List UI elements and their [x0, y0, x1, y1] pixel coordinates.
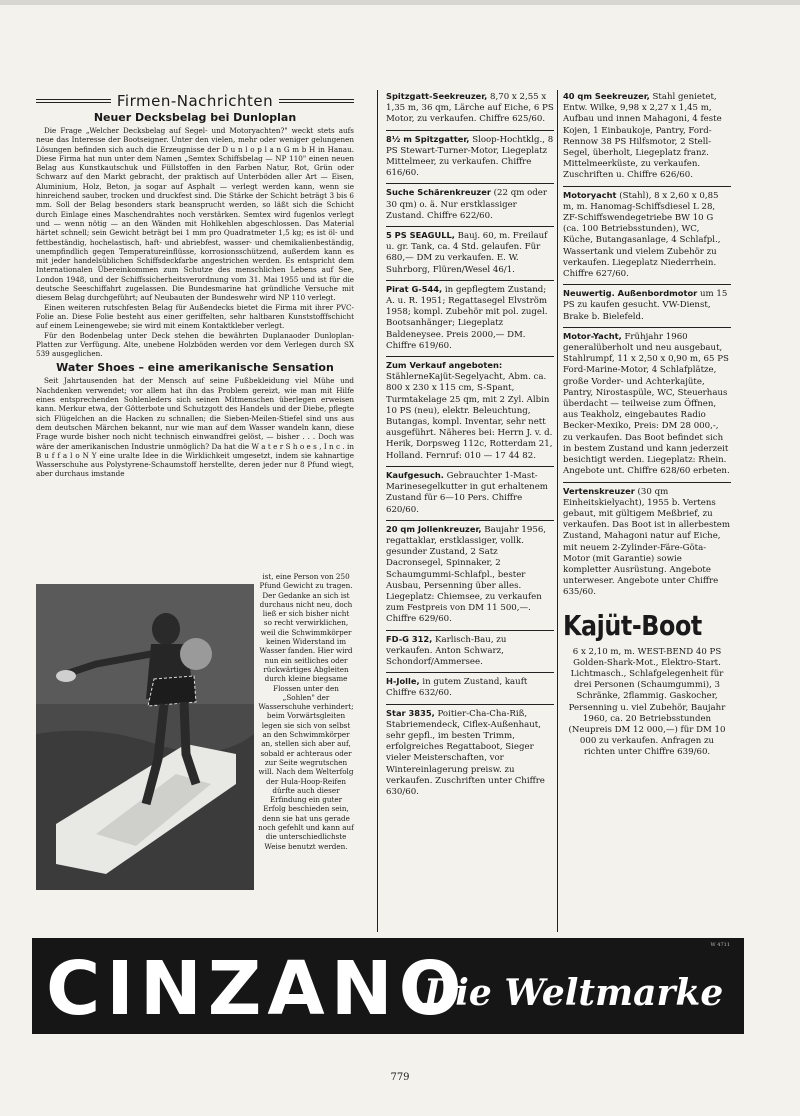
- classified-ad-text: StählerneKajüt-Segelyacht, Abm. ca. 800 x 230 x 115 cm, S-Spant, Turmtakelage 25 qm, mit 2 Zyl. Albin 10 PS (neu), elektr. Beleuchtung, Butangas, kompl. Inventar, sehr nett ausgeführt. Näheres bei: Herrn J. v. d. Herik, Dorpsweg 112c, Rotterdam 21, Holland. Fernruf: 010 — 17 44 82.: [386, 372, 553, 461]
- cinzano-advertisement: [32, 938, 744, 1034]
- classified-ad-text: Sloop-Hochtklg., 8 PS Stewart-Turner-Motor, Liegeplatz Mittelmeer, zu verkaufen. Chiffre 616/60.: [386, 134, 554, 179]
- header-rule-right: [279, 99, 354, 103]
- classified-ad-heading: 8½ m Spitzgatter,: [386, 133, 470, 144]
- classified-ad-heading: Neuwertig. Außenbordmotor: [563, 288, 698, 299]
- article1-body: [36, 126, 354, 358]
- classified-ad-text: (Stahl), 8 x 2,60 x 0,85 m, m. Hanomag-Schiffsdiesel L 28, ZF-Schiffswendegetriebe BW 10 G (ca. 100 Betriebsstunden), WC, Küche, Butangasanlage, 4 Schlafpl., Wassertank und vielem Zubehör zu verkaufen. Liegeplatz Niederrhein. Chiffre 627/60.: [563, 190, 721, 280]
- brand-tagline: Die Weltmarke: [424, 972, 724, 1014]
- classified-ad-heading: Suche Schärenkreuzer: [386, 187, 491, 198]
- classified-ad: [563, 187, 731, 286]
- classified-ad-text: (22 qm oder 30 qm) o. ä. Nur erstklassiger Zustand. Chiffre 622/60.: [386, 188, 547, 221]
- top-edge-line: [0, 0, 800, 5]
- classified-ad-text: Stahl genietet, Entw. Wilke, 9,98 x 2,27 x 1,45 m, Aufbau und innen Mahagoni, 4 feste Kojen, 1 Einbaukoje, Pantry, Ford-Rennow 38 PS Hilfsmotor, 2 Stell-Segel, überholt, Liegeplatz franz. Mittelmeerküste, zu verkaufen. Zuschriften u. Chiffre 626/60.: [563, 92, 722, 181]
- classified-ad-text: Frühjahr 1960 generalüberholt und neu ausgebaut, Stahlrumpf, 11 x 2,50 x 0,90 m, 65 PS Ford-Marine-Motor, 4 Schlafplätze, große Vorder- und Achterkajüte, Pantry, Nirostaspüle, WC, Steuerhaus überdacht — teilweise zum Öffnen, aus Teakholz, eingebautes Radio Becker-Mexiko, Preis: DM 28 000,-, zu verkaufen. Das Boot befindet sich in bestem Zustand und kann jederzeit besichtigt werden. Liegeplatz: Rhein. Angebote unt. Chiffre 628/60 erbeten.: [563, 331, 730, 477]
- classified-ad: [386, 673, 554, 704]
- water-shoes-photo: [36, 584, 254, 890]
- classified-ad-text: um 15 PS zu kaufen gesucht. VW-Dienst, Brake b. Bielefeld.: [563, 289, 728, 322]
- classified-ad-heading: Kaufgesuch.: [386, 469, 444, 480]
- article2-side-text: ist, eine Person von 250 Pfund Gewicht zu tragen. Der Gedanke an sich ist durchaus nicht neu, doch ließ er sich bisher nicht so recht verwirklichen, weil die Schwimmkörper keinen Widerstand im Wasser fanden. Hier wird nun ein seitliches oder rückwärtiges Abgleiten durch kleine biegsame Flossen unter den „Sohlen" der Wasserschuhe verhindert; beim Vorwärtsgleiten legen sie sich von selbst an den Schwimmkörper an, stellen sich aber auf, sobald er achteraus oder zur Seite wegrutschen will. Nach dem Welterfolg der Hula-Hoop-Reifen dürfte auch dieser Erfindung ein guter Erfolg beschieden sein, denn sie hat uns gerade noch gefehlt und kann auf die unterschiedlichste Weise benutzt werden.: [258, 572, 354, 851]
- article1-paragraph: Einen weiteren rutschfesten Belag für Außendecks bietet die Firma mit ihrer PVC-Folie an. Diese Folie besteht aus einer geriffelten, sehr haltbaren Kunststofffschicht auf einem Leinengewebe; sie wird mit einem Kontaktkleber verlegt.: [36, 302, 354, 331]
- classified-ad: [563, 88, 731, 187]
- classified-ad-text: in gutem Zustand, kauft Chiffre 632/60.: [386, 677, 528, 699]
- classified-ad: [563, 483, 731, 603]
- classified-ad: [563, 328, 731, 483]
- ad-code: W 4711: [710, 942, 730, 948]
- classified-ad: [386, 281, 554, 357]
- classified-ad-heading: Vertenskreuzer: [563, 485, 635, 496]
- classified-ad-text: 8,70 x 2,55 x 1,35 m, 36 qm, Lärche auf Eiche, 6 PS Motor, zu verkaufen. Chiffre 625/60.: [386, 92, 554, 125]
- classified-ad: [386, 184, 554, 227]
- classified-ad: [386, 357, 554, 467]
- page-number: 779: [390, 1072, 410, 1083]
- article2-body: [36, 376, 354, 478]
- water-shoes-illustration: [36, 584, 254, 890]
- classified-ad-text: Karlisch-Bau, zu verkaufen. Anton Schwarz, Schondorf/Ammersee.: [386, 634, 507, 667]
- article2-paragraph: Seit Jahrtausenden hat der Mensch auf seine Fußbekleidung viel Mühe und Nachdenken verwendet; vor allem hat ihn das Problem gereizt, wie man mit Hilfe eines entsprechenden Sohlenleders sich seinen Mitmenschen überlegen erweisen kann. Merkur etwa, der Götterbote und Schutzgott des Handels und der Diebe, pflegte sich Flügelchen an die Hacken zu schnallen; die Sieben-Meilen-Stiefel sind uns aus dem deutschen Märchen bekannt, nur wie man auf dem Wasser wandeln kann, diese Frage wurde bisher noch nicht technisch einwandfrei gelöst, — bisher . . . Doch was wäre der amerikanischen Industrie unmöglich? Da hat die W a t e r S h o e s , I n c . in B u f f a l o N Y eine uralte Idee in die Wirklichkeit umgesetzt, indem sie kahnartige Wasserschuhe aus Polystyrene-Schaumstoff herstellte, deren jeder nur 8 Pfund wiegt, aber durchaus imstande: [36, 376, 354, 479]
- classified-ad-heading: Motor-Yacht,: [563, 330, 622, 341]
- classified-ad-text: Gebrauchter 1-Mast-Marinesegelkutter in gut erhaltenem Zustand für 6—10 Pers. Chiffre 620/60.: [386, 470, 548, 515]
- article1-paragraph: Die Frage „Welcher Decksbelag auf Segel- und Motoryachten?" weckt stets aufs neue das Interesse der Bootseigner. Unter den vielen, mehr oder weniger gelungenen Lösungen befinden sich auch die Erzeugnisse der D u n l o p l a n G m b H in Hanau. Diese Firma hat nun unter dem Namen „Semtex Schiffsbelag — NP 110" einen neuen Belag aus Kunstkautschuk und Füllstoffen in den Farben Natur, Rot, Grün oder Schwarz auf den Markt gebracht, der praktisch auf Unterböden aller Art — Eisen, Aluminium, Holz, Beton, ja sogar auf Asphalt — verlegt werden kann, wenn sie hinreichend sauber, trocken und druckfest sind. Die Stärke der Schicht beträgt 3 bis 6 mm. Soll der Belag besonders stark beansprucht werden, so läßt sich die Schicht durch Einlage eines Maschendrahtes noch verstärken. Semtex wird fugenlos verlegt und — wenn nötig — an den Wänden mit Hohlkehlen abgeschlossen. Das Material härtet schnell; sein Gewicht beträgt bei 1 mm pro Quadratmeter 1,5 kg; es ist öl- und fettbeständig, hochelastisch, haft- und abriebfest, wasser- und chemikalienbeständig, unempfindlich gegen Temperatureinflüsse, korrosionsschützend, außerdem kann es mit jeder handelsüblichen Schiffsdeckfarbe angestrichen werden. Es entspricht dem Internationalen Übereinkommen zum Schutze des menschlichen Lebens auf See, London 1948, und der Schiffssicherheitsverordnung vom 31. Mai 1955 und ist für die deutsche Seeschiffahrt zugelassen. Die Bundesmarine hat gründliche Versuche mit diesem Belag durchgeführt; auf Neubauten der Bundeswehr wird NP 110 verlegt.: [36, 126, 354, 303]
- classified-ad-text: in gepflegtem Zustand; A. u. R. 1951; Regattasegel Elvström 1958; kompl. Zubehör mit pol. zugel. Bootsanhänger; Liegeplatz Baldeneysee. Preis 2000,— DM. Chiffre 619/60.: [386, 284, 548, 351]
- classified-ad: [386, 521, 554, 631]
- classified-ad-text: (30 qm Einheitskielyacht), 1955 b. Vertens gebaut, mit gültigem Meßbrief, zu verkaufen. Das Boot ist in allerbestem Zustand, Mahagoni natur auf Eiche, mit neuem 2-Zylinder-Färe-Göta-Motor (mit Garantie) sowie kompletter Ausrüstung. Angebote unterweser. Angebote unter Chiffre 635/60.: [563, 486, 731, 598]
- classified-ad-heading: Spitzgatt-Seekreuzer,: [386, 91, 488, 101]
- classified-ad: [563, 285, 731, 328]
- column-classifieds-1: [386, 88, 554, 802]
- classified-ad: [386, 131, 554, 185]
- classified-ad-heading: 40 qm Seekreuzer,: [563, 91, 650, 101]
- classified-ad-heading: Motoryacht: [563, 189, 617, 200]
- classified-ad-heading: 20 qm Jollenkreuzer,: [386, 523, 482, 534]
- article1-paragraph: Für den Bodenbelag unter Deck stehen die bewährten Duplanaoder Dunloplan-Platten zur Verfügung. Alte, unebene Holzböden werden vor dem Verlegen durch SX 539 ausgeglichen.: [36, 330, 354, 359]
- article1-title: Neuer Decksbelag bei Dunloplan: [93, 111, 297, 124]
- classified-ad: [386, 631, 554, 674]
- kajuet-boot-heading: Kajüt-Boot: [563, 608, 702, 642]
- classified-ad: [386, 227, 554, 281]
- article2-title: Water Shoes – eine amerikanische Sensation: [56, 361, 334, 375]
- classified-ad-heading: Pirat G-544,: [386, 283, 443, 294]
- classified-ad-text: Baujahr 1956, regattaklar, erstklassiger, vollk. gesunder Zustand, 2 Satz Dacronsegel, Spinnaker, 2 Schaumgummi-Schlafpl., bester Ausbau, Persenning über alles. Liegeplatz: Chiemsee, zu verkaufen zum Festpreis von DM 11 500,—. Chiffre 629/60.: [386, 524, 547, 625]
- section-title: Firmen-Nachrichten: [116, 92, 274, 110]
- classified-ad-heading: 5 PS SEAGULL,: [386, 230, 455, 241]
- classified-ad-heading: FD-G 312,: [386, 633, 433, 644]
- classified-ad-heading: Star 3835,: [386, 707, 435, 718]
- classified-ad: [386, 467, 554, 521]
- classified-ad: [386, 88, 554, 131]
- column-news: [36, 88, 354, 479]
- brand-name: CINZANO: [46, 946, 468, 1032]
- classified-ad-heading: H-Jolle,: [386, 676, 420, 687]
- classified-ad-heading: Zum Verkauf angeboten:: [386, 360, 503, 371]
- kajuet-boot-ad: 6 x 2,10 m, m. WEST-BEND 40 PS Golden-Shark-Mot., Elektro-Start. Lichtmasch., Schlafgelegenheit für drei Personen (Schaumgummi), 3 Schränke, 2flammig. Gaskocher, Persenning u. viel Zubehör, Baujahr 1960, ca. 20 Betriebsstunden (Neupreis DM 12 000,—) für DM 10 000 zu verkaufen. Anfragen zu richten unter Chiffre 639/60.: [568, 646, 726, 758]
- classified-ad: [386, 705, 554, 803]
- classified-ad-text: Bauj. 60, m. Freilauf u. gr. Tank, ca. 4 Std. gelaufen. Für 680,— DM zu verkaufen. E. W. Suhrborg, Flüren/Wesel 46/1.: [386, 231, 548, 275]
- column-classifieds-2: [563, 88, 731, 763]
- column-divider: [377, 90, 378, 932]
- classified-ad-text: Poitier-Cha-Cha-Riß, Stabriemendeck, Ciflex-Außenhaut, sehr gepfl., im besten Trimm, erfolgreiches Regattaboot, Sieger vieler Meisterschaften, vor Wintereinlagerung preisw. zu verkaufen. Zuschriften unter Chiffre 630/60.: [386, 708, 545, 797]
- section-header: [36, 92, 354, 110]
- column-divider: [557, 90, 558, 932]
- header-rule-left: [36, 99, 111, 103]
